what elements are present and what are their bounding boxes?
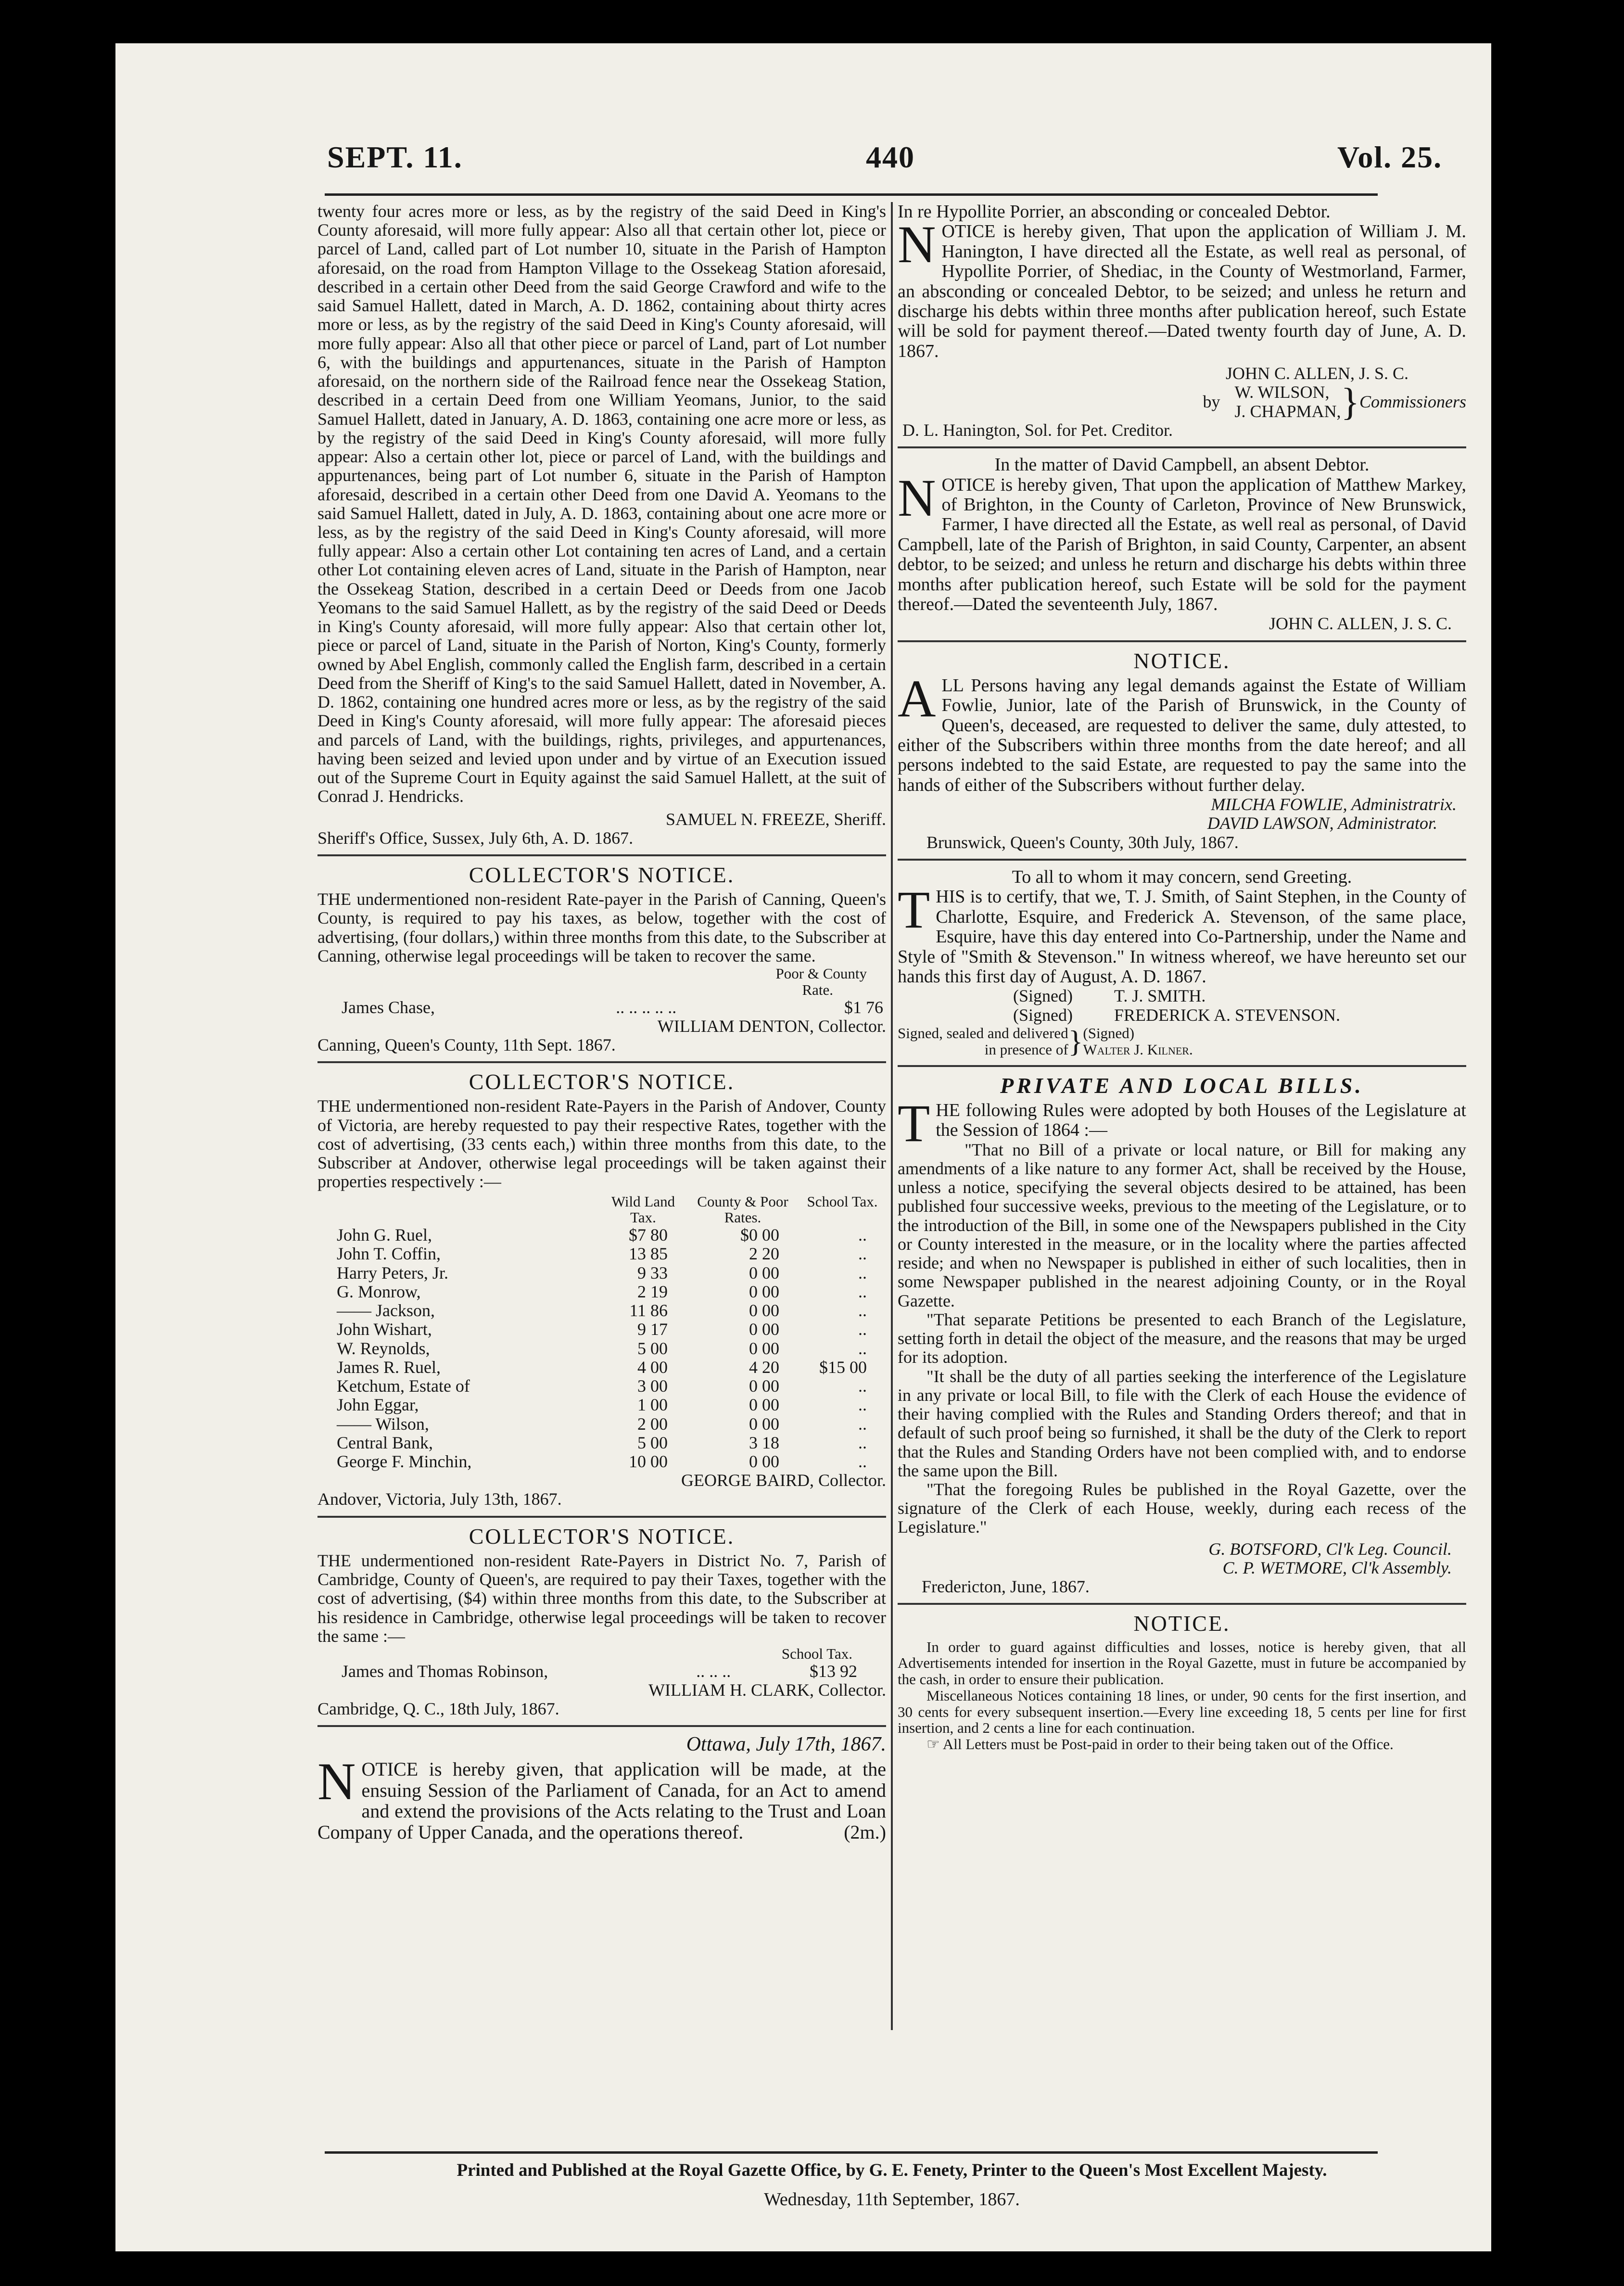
leader-dots: .. .. ..: [696, 1661, 731, 1681]
bills-rule: "That no Bill of a private or local nature, or Bill for making any amendments of a like nature to any former Act, shall be received by the House, unless a notice, specifying the several objects desired to be attained, has been published four successive weeks, previous to the meeting of the Legislature, or to the introduction of the Bill, in some one of the Newspapers published in the City or County interested in the measure, or in the locality where the parties affected reside; and when no Newspaper is published in either of such localities, then in some Newspaper published in the nearest adjoining County, or in the Royal Gazette.: [898, 1140, 1466, 1310]
fowlie-text: LL Persons having any legal demands against the Estate of William Fowlie, Junior, late of the Parish of Brunswick, in the County of Queen's, deceased, are requested to deliver the same, duly attested, to either of the Subscribers within three months from the date hereof; and all persons indebted to the said Estate, are requested to pay the same into the hands of either of the Subscribers without further delay.: [898, 675, 1466, 795]
header-cell: County & Poor Rates.: [697, 1193, 788, 1226]
ratepayer-name: John Wishart,: [337, 1320, 432, 1339]
page-number: 440: [866, 140, 915, 174]
collector-body: THE undermentioned non-resident Rate-Payers in District No. 7, Parish of Cambridge, County of Queen's, are required to pay their Taxes, together with the cost of advertising, ($4) within three months from this date, to the Subscriber at his residence in Cambridge, otherwise legal proceedings will be taken to recover the same :—: [317, 1550, 886, 1646]
rate-header-2: Rate.: [802, 981, 833, 998]
council-clerk-signature: G. BOTSFORD, Cl'k Leg. Council.: [1208, 1539, 1452, 1559]
signed-label: (Signed): [1013, 986, 1073, 1006]
ratepayer-name: Harry Peters, Jr.: [337, 1263, 448, 1283]
table-row: [317, 1264, 886, 1283]
tax-cell: 0 00: [749, 1320, 779, 1339]
tax-cell: ..: [858, 1320, 867, 1339]
witness-label: Signed, sealed and delivered: [898, 1025, 1068, 1042]
rate-header-1: Poor & County: [775, 965, 867, 982]
collector-notice-andover: [317, 1070, 886, 1509]
tax-cell: ..: [858, 1282, 867, 1301]
bills-heading: PRIVATE AND LOCAL BILLS.: [1000, 1073, 1364, 1098]
table-row: [317, 1339, 886, 1358]
witness-label: in presence of: [984, 1041, 1068, 1058]
porrier-text: OTICE is hereby given, That upon the application of William J. M. Hanington, I have directed all the Estate, as well real as personal, of Hypollite Porrier, of Shediac, in the County of Westmorland, Farmer, an absconding or concealed Debtor, to be seized; and unless he return and discharge his debts within three months after publication hereof, such Estate will be sold for payment thereof.—Dated twenty fourth day of June, A. D. 1867.: [898, 221, 1466, 361]
tax-cell: 2 00: [637, 1414, 668, 1434]
notice-heading: NOTICE.: [1133, 1611, 1231, 1636]
porrier-notice: [898, 202, 1466, 440]
tax-cell: 10 00: [629, 1451, 668, 1471]
witness-name: Walter J. Kilner.: [1083, 1041, 1193, 1058]
table-row: [317, 1377, 886, 1396]
commissioner-name: W. WILSON,: [1234, 382, 1330, 402]
drop-initial: T: [898, 1093, 930, 1153]
issue-date: SEPT. 11.: [327, 140, 463, 174]
collector-body: THE undermentioned non-resident Rate-payer in the Parish of Canning, Queen's County, is required to pay his taxes, as below, together with the cost of advertising, (four dollars,) within three months from this date, to the Subscriber at Canning, otherwise legal proceedings will be taken to recover the same.: [317, 889, 886, 965]
sheriff-signature: SAMUEL N. FREEZE, Sheriff.: [666, 809, 886, 829]
partnership-notice: [898, 867, 1466, 1058]
tax-amount: $13 92: [810, 1661, 857, 1681]
header-rule: [325, 193, 1378, 196]
tax-cell: 1 00: [637, 1395, 668, 1415]
tax-cell: 13 85: [629, 1244, 668, 1264]
tax-cell: $0 00: [740, 1225, 779, 1245]
partner-name: T. J. SMITH.: [1114, 986, 1206, 1006]
ratepayer-name: James and Thomas Robinson,: [342, 1661, 548, 1681]
partner-name: FREDERICK A. STEVENSON.: [1114, 1005, 1341, 1025]
commissioners-label: Commissioners: [1359, 392, 1466, 412]
tax-cell: ..: [858, 1301, 867, 1321]
collector-heading: COLLECTOR'S NOTICE.: [469, 1069, 735, 1094]
tax-cell: ..: [858, 1414, 867, 1434]
signed-label: (Signed): [1013, 1005, 1073, 1025]
tax-cell: 0 00: [749, 1263, 779, 1283]
school-tax-header: School Tax.: [781, 1645, 852, 1662]
notice-paragraph: Miscellaneous Notices containing 18 lines, or under, 90 cents for the first insertion, and 30 cents for every subsequent insertion.—Every line exceeding 18, 5 cents per line for first insertion, and 2 cents a line for each continuation.: [898, 1687, 1466, 1737]
table-row: [317, 1283, 886, 1301]
volume-number: Vol. 25.: [1337, 140, 1443, 174]
commissioner-name: J. CHAPMAN,: [1234, 401, 1341, 421]
divider: [317, 1725, 886, 1727]
tax-cell: 0 00: [749, 1451, 779, 1471]
tax-cell: 2 20: [749, 1244, 779, 1264]
brace-mark: }: [1068, 1024, 1083, 1058]
tax-cell: 3 18: [749, 1433, 779, 1452]
private-local-bills-notice: [898, 1074, 1466, 1597]
table-row: [317, 1358, 886, 1377]
sheriff-sale-text: twenty four acres more or less, as by the registry of the said Deed in King's County aforesaid, will more fully appear: Also all that certain other lot, piece or parcel of Land, called part of Lot number 10, situate in the Parish of Hampton aforesaid, on the road from Hampton Village to the Ossekeag Station aforesaid, described in a certain other Deed from the said George Crawford and wife to the said Samuel Hallett, dated in March, A. D. 1862, containing about thirty acres more or less, as by the registry of the said Deed in King's County aforesaid, will more fully appear: Also all that other piece or parcel of Land, part of Lot number 6, with the buildings and appurtenances, situate in the Parish of Hampton aforesaid, on the northern side of the Railroad fence near the Ossekeag Station, described in a certain Deed from one William Yeomans, Junior, to the said Samuel Hallett, dated in January, A. D. 1863, containing one acre more or less, as by the registry of the said Deed in King's County aforesaid, will more fully appear: Also a certain other lot, piece or parcel of Land, with the buildings and appurtenances, being part of Lot number 6, situate in the Parish of Hampton aforesaid, described in a certain other Deed from one David A. Yeomans to the said Samuel Hallett, dated in July, A. D. 1863, containing about one acre more or less, as by the registry of the said Deed in King's County aforesaid, will more fully appear: Also a certain other Lot containing ten acres of Land, and a certain other Lot containing eleven acres of Land, situate in the Parish of Hampton, near the Ossekeag Station, described in a certain Deed or Deeds from one Jacob Yeomans to the said Samuel Hallett, as by the registry of the said Deed or Deeds in King's County aforesaid, will more fully appear: Also that certain other lot, piece or parcel of Land, situate in the Parish of Norton, King's County, formerly owned by Abel English, commonly called the English farm, described in a certain Deed from the Sheriff of King's to the said Samuel Hallett, dated in November, A. D. 1862, containing one hundred acres more or less, as by the registry of the said Deed in King's County aforesaid, will more fully appear: The aforesaid pieces and parcels of Land, with the buildings, rights, privileges, and appurtenances, having been seized and levied upon under and by virtue of an Execution issued out of the Supreme Court in Equity against the said Samuel Hallett, at the suit of Conrad J. Hendricks.: [317, 202, 886, 806]
divider: [317, 1061, 886, 1063]
divider: [898, 446, 1466, 448]
collector-dateline: Canning, Queen's County, 11th Sept. 1867.: [317, 1035, 616, 1055]
column-divider: [891, 202, 893, 2030]
divider: [898, 859, 1466, 861]
judge-signature: JOHN C. ALLEN, J. S. C.: [1269, 614, 1452, 634]
ratepayer-name: Ketchum, Estate of: [337, 1376, 470, 1396]
drop-initial: T: [898, 880, 930, 940]
administrator-signature: DAVID LAWSON, Administrator.: [1207, 813, 1437, 833]
ratepayer-name: —— Jackson,: [337, 1301, 435, 1321]
judge-signature: JOHN C. ALLEN, J. S. C.: [1225, 364, 1408, 383]
collector-signature: WILLIAM DENTON, Collector.: [657, 1016, 886, 1036]
printer-imprint: Printed and Published at the Royal Gazette Office, by G. E. Fenety, Printer to the Queen's Most Excellent Majesty.: [457, 2160, 1327, 2180]
notice-heading: NOTICE.: [1133, 648, 1231, 673]
ratepayer-name: John Eggar,: [337, 1395, 419, 1415]
ottawa-notice: [317, 1734, 886, 1842]
table-row: [317, 1415, 886, 1434]
canning-table: [317, 998, 886, 1017]
pointing-hand-icon: ☞: [926, 1736, 940, 1753]
table-row: [317, 1662, 886, 1681]
collector-heading: COLLECTOR'S NOTICE.: [469, 1524, 735, 1549]
ratepayer-name: W. Reynolds,: [337, 1338, 430, 1358]
left-column: [317, 202, 886, 1843]
collector-notice-canning: [317, 863, 886, 1054]
tax-cell: 5 00: [637, 1433, 668, 1452]
tax-cell: ..: [858, 1225, 867, 1245]
tax-cell: ..: [858, 1338, 867, 1358]
advertising-notice: [898, 1612, 1466, 1753]
tax-cell: $7 80: [629, 1225, 668, 1245]
collector-dateline: Cambridge, Q. C., 18th July, 1867.: [317, 1699, 559, 1719]
tax-cell: ..: [858, 1395, 867, 1415]
ottawa-dateline: Ottawa, July 17th, 1867.: [686, 1733, 886, 1756]
divider: [898, 640, 1466, 642]
collector-signature: GEORGE BAIRD, Collector.: [681, 1471, 886, 1490]
cambridge-table: [317, 1662, 886, 1681]
divider: [317, 854, 886, 856]
divider: [898, 1065, 1466, 1067]
table-row: [317, 1452, 886, 1471]
insertion-tag: (2m.): [844, 1821, 886, 1843]
tax-cell: $15 00: [819, 1357, 867, 1377]
footer-rule: [325, 2151, 1378, 2154]
bills-rule: "That the foregoing Rules be published in the Royal Gazette, over the signature of the Clerk of each House, weekly, during each recess of the Legislature.": [898, 1480, 1466, 1537]
tax-cell: ..: [858, 1451, 867, 1471]
rate-amount: $1 76: [844, 997, 883, 1017]
tax-cell: 0 00: [749, 1338, 779, 1358]
tax-cell: 11 86: [629, 1301, 668, 1321]
solicitor-line: D. L. Hanington, Sol. for Pet. Creditor.: [902, 420, 1173, 440]
bills-intro: HE following Rules were adopted by both Houses of the Legislature at the Session of 1864 :—: [936, 1100, 1466, 1141]
tax-cell: 0 00: [749, 1282, 779, 1301]
table-row: [317, 1320, 886, 1339]
header-cell: [317, 1194, 599, 1226]
campbell-text: OTICE is hereby given, That upon the application of Matthew Markey, of Brighton, in the County of Carleton, Province of New Brunswick, Farmer, I have directed all the Estate, as well real as personal, of David Campbell, late of the Parish of Brighton, in said County, Carpenter, an absent debtor, to be seized; and unless he return and discharge his debts within three months after publication hereof, such Estate will be sold for the payment thereof.—Dated the seventeenth July, 1867.: [898, 474, 1466, 615]
partnership-text: HIS is to certify, that we, T. J. Smith, of Saint Stephen, in the County of Charlotte, Esquire, and Frederick A. Stevenson, of the same place, Esquire, have this day entered into Co-Partnership, under the Name and Style of "Smith & Stevenson." In witness whereof, we have hereunto set our hands this first day of August, A. D. 1867.: [898, 887, 1466, 987]
andover-tax-table: [317, 1194, 886, 1472]
signed-label: (Signed): [1083, 1025, 1135, 1042]
notice-paragraph: In order to guard against difficulties and losses, notice is hereby given, that all Advertisements intended for insertion in the Royal Gazette, must in future be accompanied by the cash, in order to ensure their publication.: [898, 1638, 1466, 1688]
sheriff-dateline: Sheriff's Office, Sussex, July 6th, A. D. 1867.: [317, 828, 634, 848]
tax-cell: ..: [858, 1263, 867, 1283]
newspaper-page: [115, 43, 1491, 2251]
table-row: [317, 1245, 886, 1263]
ratepayer-name: —— Wilson,: [337, 1414, 429, 1434]
fowlie-notice: [898, 649, 1466, 852]
ratepayer-name: George F. Minchin,: [337, 1451, 472, 1471]
collector-body: THE undermentioned non-resident Rate-Payers in the Parish of Andover, County of Victoria, are hereby requested to pay their respective Rates, together with the cost of advertising, (33 cents each,) within three months from this date, to the Subscriber at Andover, otherwise legal proceedings will be taken against their properties respectively :—: [317, 1096, 886, 1192]
tax-cell: 3 00: [637, 1376, 668, 1396]
leader-dots: .. .. .. .. ..: [616, 997, 677, 1017]
witness-block: [898, 1025, 1466, 1058]
tax-cell: 4 00: [637, 1357, 668, 1377]
bills-rule: "It shall be the duty of all parties seeking the interference of the Legislature in any private or local Bill, to file with the Clerk of each House the evidence of their having complied with the Rules and Standing Orders thereof; and that in default of such proof being so furnished, it shall be the duty of the Clerk to report that the Rules and Standing Orders have not been complied with, and to endorse the same upon the Bill.: [898, 1366, 1466, 1480]
tax-cell: 5 00: [637, 1338, 668, 1358]
divider: [317, 1516, 886, 1518]
administratrix-signature: MILCHA FOWLIE, Administratrix.: [1211, 795, 1457, 814]
ratepayer-name: Central Bank,: [337, 1433, 433, 1452]
tax-cell: ..: [858, 1244, 867, 1264]
table-row: [317, 1301, 886, 1320]
drop-initial: N: [898, 215, 936, 274]
bills-rule: "That separate Petitions be presented to each Branch of the Legislature, setting forth in detail the object of the measure, and the reasons that may be urged for its adoption.: [898, 1309, 1466, 1367]
header-cell: Wild Land Tax.: [611, 1193, 675, 1226]
by-label: by: [1203, 392, 1220, 412]
collector-signature: WILLIAM H. CLARK, Collector.: [648, 1680, 886, 1700]
tax-cell: 0 00: [749, 1376, 779, 1396]
tax-cell: 2 19: [637, 1282, 668, 1301]
drop-initial: A: [898, 669, 936, 728]
table-row: [317, 1434, 886, 1452]
collector-dateline: Andover, Victoria, July 13th, 1867.: [317, 1489, 562, 1509]
assembly-clerk-signature: C. P. WETMORE, Cl'k Assembly.: [1222, 1558, 1452, 1577]
table-header-row: [317, 1194, 886, 1226]
bills-dateline: Fredericton, June, 1867.: [922, 1577, 1090, 1597]
brace-mark: }: [1341, 381, 1359, 423]
campbell-heading: In the matter of David Campbell, an absent Debtor.: [994, 455, 1370, 475]
table-row: [317, 1396, 886, 1414]
tax-cell: 0 00: [749, 1414, 779, 1434]
right-column: [898, 202, 1466, 1753]
ratepayer-name: James Chase,: [342, 997, 435, 1017]
collector-notice-cambridge: [317, 1524, 886, 1719]
fowlie-dateline: Brunswick, Queen's County, 30th July, 1867.: [926, 832, 1239, 852]
divider: [898, 1603, 1466, 1605]
tax-cell: 9 33: [637, 1263, 668, 1283]
header-cell: School Tax.: [807, 1193, 878, 1210]
tax-cell: ..: [858, 1376, 867, 1396]
tax-cell: 0 00: [749, 1395, 779, 1415]
ottawa-text: OTICE is hereby given, that application will be made, at the ensuing Session of the Parliament of Canada, for an Act to amend and extend the provisions of the Acts relating to the Trust and Loan Company of Upper Canada, and the operations thereof.: [317, 1758, 886, 1843]
ratepayer-name: John T. Coffin,: [337, 1244, 441, 1264]
imprint-date: Wednesday, 11th September, 1867.: [764, 2189, 1020, 2210]
ratepayer-name: John G. Ruel,: [337, 1225, 432, 1245]
notice-paragraph: All Letters must be Post-paid in order to their being taken out of the Office.: [942, 1736, 1394, 1753]
tax-cell: 9 17: [637, 1320, 668, 1339]
sheriff-sale-notice: [317, 202, 886, 848]
campbell-notice: [898, 455, 1466, 633]
ratepayer-name: G. Monrow,: [337, 1282, 421, 1301]
tax-cell: 4 20: [749, 1357, 779, 1377]
tax-cell: ..: [858, 1433, 867, 1452]
ratepayer-name: James R. Ruel,: [337, 1357, 441, 1377]
commissioners-block: [898, 381, 1466, 423]
tax-cell: 0 00: [749, 1301, 779, 1321]
drop-initial: N: [317, 1752, 356, 1811]
table-row: [317, 998, 886, 1017]
drop-initial: N: [898, 468, 936, 527]
collector-heading: COLLECTOR'S NOTICE.: [469, 862, 735, 887]
porrier-heading: In re Hypollite Porrier, an absconding or concealed Debtor.: [898, 202, 1331, 222]
ottawa-body: [317, 1752, 886, 1843]
table-row: [317, 1226, 886, 1245]
greeting-heading: To all to whom it may concern, send Greeting.: [1012, 866, 1352, 887]
